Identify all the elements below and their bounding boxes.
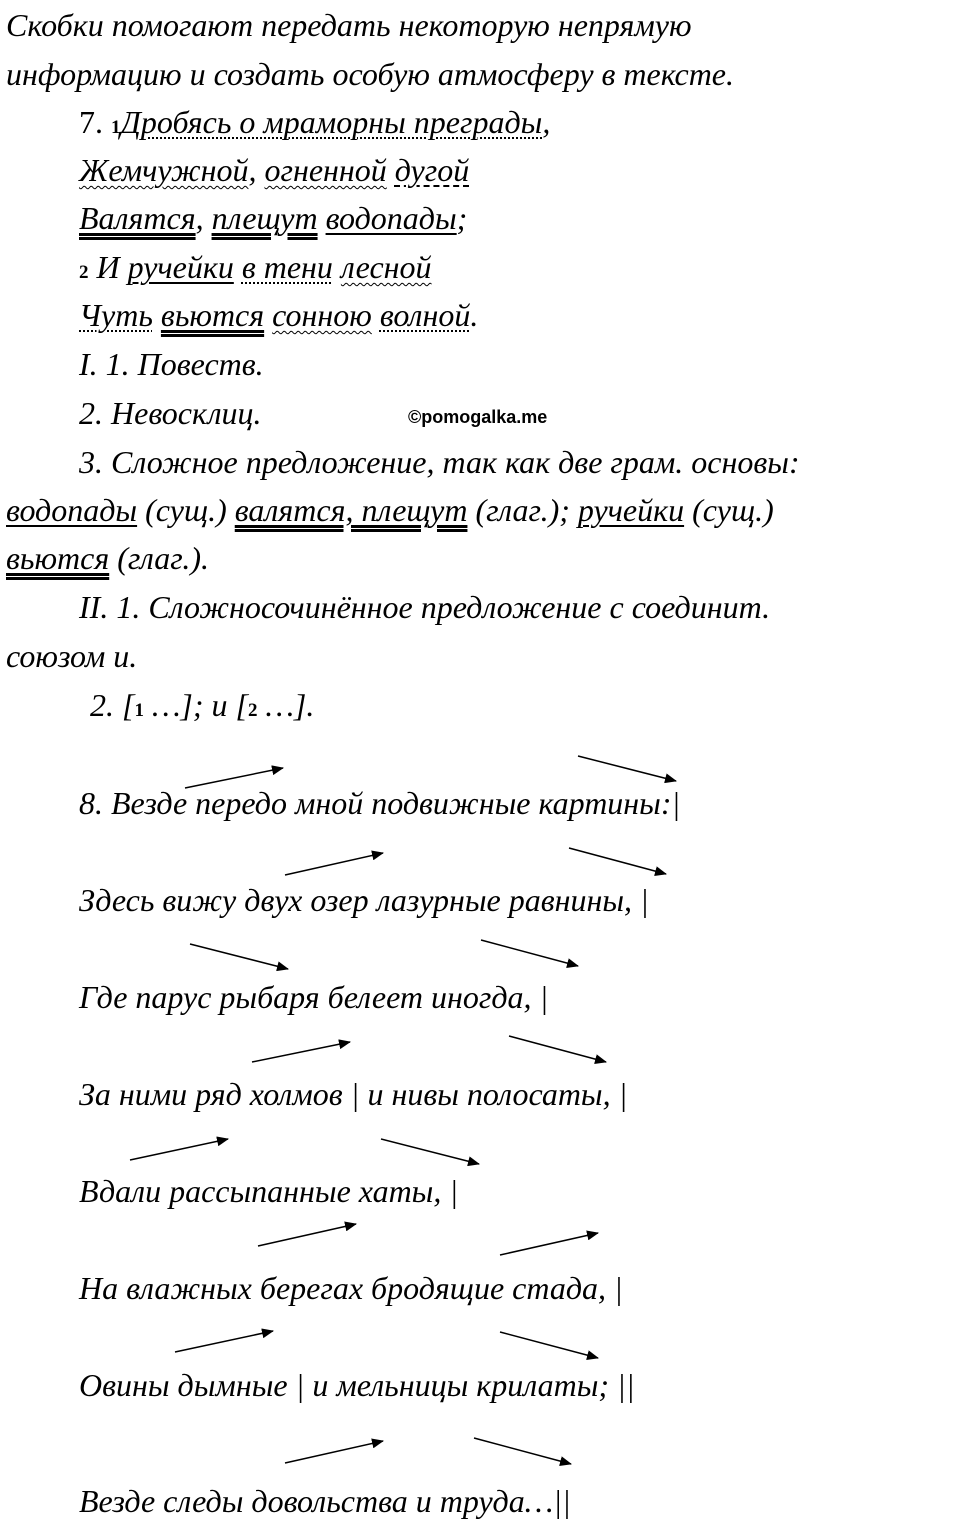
- arrow-down-right: [474, 1438, 571, 1464]
- arrow-down-right: [500, 1332, 598, 1358]
- attribute-word: Жемчужной: [79, 152, 249, 188]
- task8-line-2: Здесь вижу двух озер лазурные равнины, |: [79, 882, 649, 918]
- adverbial-participle-phrase: Дробясь о мраморны преграды: [120, 104, 543, 140]
- task8-line-6: На влажных берегах бродящие стада, |: [79, 1270, 623, 1306]
- intro-line-2: информацию и создать особую атмосферу в тексте.: [6, 56, 734, 92]
- task8-line-5: Вдали рассыпанные хаты, |: [79, 1173, 459, 1209]
- task8-line-3: Где парус рыбаря белеет иногда, |: [79, 979, 549, 1015]
- subject-word: водопады: [6, 492, 138, 528]
- attribute-word: сонною: [272, 297, 372, 333]
- subject-word: водопады: [325, 200, 457, 236]
- intro-line-1: Скобки помогают передать некоторую непрямую: [6, 7, 692, 43]
- arrow-up-right: [252, 1042, 350, 1062]
- note: (сущ.): [137, 492, 235, 528]
- adverbial-word: в тени: [241, 249, 333, 285]
- predicate-word: валятся, плещут: [234, 492, 468, 528]
- note: (глаг.);: [467, 492, 578, 528]
- task8-line-7: Овины дымные | и мельницы крилаты; ||: [79, 1367, 635, 1403]
- scheme-part: …].: [257, 687, 315, 723]
- adverbial-word: волной: [379, 297, 471, 333]
- task8-line-8: Везде следы довольства и труда…||: [79, 1483, 571, 1519]
- conjunction: И: [88, 249, 128, 285]
- arrow-up-right: [285, 853, 383, 875]
- clause-marker-2: 2: [79, 262, 89, 283]
- arrow-down-right: [569, 848, 666, 874]
- clause-marker-1: 1: [111, 117, 121, 138]
- task-number: 7.: [79, 104, 103, 140]
- analysis-3-line-1: 3. Сложное предложение, так как две грам. основы:: [79, 444, 800, 480]
- attribute-word: лесной: [340, 249, 432, 285]
- scheme-part: …]; и [: [143, 687, 248, 723]
- punct: ;: [456, 200, 468, 236]
- note: (глаг.).: [109, 540, 209, 576]
- analysis-1: I. 1. Повеств.: [79, 346, 264, 382]
- punct: .: [470, 297, 479, 333]
- analysis-ii-line-1: II. 1. Сложносочинённое предложение с соединит.: [79, 589, 771, 625]
- punct: ,: [542, 104, 551, 140]
- arrow-up-right: [130, 1139, 228, 1160]
- arrow-down-right: [509, 1036, 606, 1062]
- arrow-down-right: [381, 1139, 479, 1164]
- subject-word: ручейки: [127, 249, 234, 285]
- arrow-down-right: [190, 944, 288, 969]
- punct: ,: [248, 152, 265, 188]
- scheme-part: 2. [: [90, 687, 135, 723]
- punct: ,: [195, 200, 212, 236]
- predicate-word: Валятся: [79, 200, 196, 236]
- object-word: дугой: [394, 152, 470, 188]
- arrow-up-right: [258, 1224, 356, 1246]
- predicate-word: вьются: [160, 297, 265, 333]
- subject-word: ручейки: [577, 492, 685, 528]
- analysis-2: 2. Невосклиц.: [79, 395, 262, 431]
- clause-marker-1: 1: [134, 700, 144, 721]
- analysis-ii-line-2: союзом и.: [6, 638, 138, 674]
- predicate-word: вьются: [6, 540, 110, 576]
- arrow-up-right: [285, 1441, 383, 1463]
- predicate-word: плещут: [211, 200, 318, 236]
- arrow-down-right: [481, 940, 578, 966]
- note: (сущ.): [684, 492, 774, 528]
- watermark: ©pomogalka.me: [408, 407, 548, 427]
- arrow-down-right: [578, 756, 676, 781]
- arrow-up-right: [175, 1331, 273, 1352]
- adverbial-word: Чуть: [79, 297, 153, 333]
- attribute-word: огненной: [264, 152, 387, 188]
- clause-marker-2: 2: [247, 700, 258, 721]
- arrow-up-right: [185, 768, 283, 788]
- arrow-up-right: [500, 1233, 598, 1255]
- task8-line-1: 8. Везде передо мной подвижные картины:|: [79, 785, 681, 821]
- task8-line-4: За ними ряд холмов | и нивы полосаты, |: [79, 1076, 628, 1112]
